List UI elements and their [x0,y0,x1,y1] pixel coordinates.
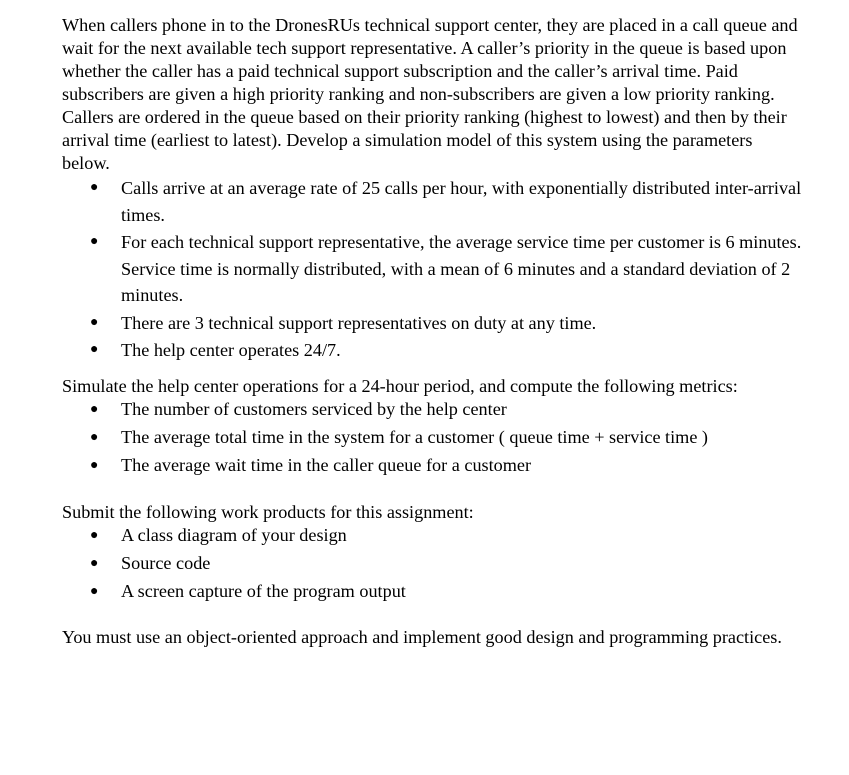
list-item [62,229,802,309]
product-text: A class diagram of your design [121,524,347,545]
bullet-icon: ● [90,180,99,195]
simulate-paragraph: Simulate the help center operations for a 24-hour period, and compute the following metrics: [62,375,738,396]
parameter-text: The help center operates 24/7. [121,340,341,360]
bullet-icon: ● [90,234,99,249]
list-item [62,580,802,603]
metric-text: The average total time in the system for a customer ( queue time + service time ) [121,426,708,447]
list-item [62,454,802,477]
list-item [62,552,802,575]
metric-text: The number of customers serviced by the help center [121,398,507,419]
list-item [62,337,802,364]
metric-text: The average wait time in the caller queue for a customer [121,454,532,475]
parameter-text: There are 3 technical support representatives on duty at any time. [121,312,597,333]
list-item [62,524,802,547]
bullet-icon: ● [90,401,99,417]
parameter-text: Calls arrive at an average rate of 25 calls per hour, with exponentially distributed inter-arrival times. [121,178,802,225]
product-text: Source code [121,552,211,573]
parameters-list [62,175,802,364]
list-item [62,310,802,337]
submit-paragraph: Submit the following work products for this assignment: [62,501,474,522]
assignment-document [62,8,802,650]
bullet-icon: ● [90,342,99,357]
bullet-icon: ● [90,555,99,571]
list-item [62,398,802,421]
bullet-icon: ● [90,527,99,543]
parameter-text: For each technical support representative, the average service time per customer is 6 minutes. Service time is normally distributed, with a mean of 6 minutes and a standard deviation of 2 minutes. [121,232,802,305]
bullet-icon: ● [90,457,99,473]
bullet-icon: ● [90,429,99,445]
bullet-icon: ● [90,583,99,599]
list-item [62,426,802,449]
list-item [62,175,802,228]
products-list [62,524,802,603]
product-text: A screen capture of the program output [121,580,406,601]
intro-paragraph: When callers phone in to the DronesRUs technical support center, they are placed in a call queue and wait for the next available tech support representative. A caller’s priority in the queue is based upon whether the caller has a paid technical support subscription and the caller’s arrival time. Paid subscribers are given a high priority ranking and non-subscribers are given a low priority ranking. Callers are ordered in the queue based on their priority ranking (highest to lowest) and then by their arrival time (earliest to latest). Develop a simulation model of this system using the parameters below. [62,15,798,173]
bullet-icon: ● [90,314,99,330]
closing-paragraph: You must use an object-oriented approach and implement good design and programming practices. [62,626,782,647]
metrics-list [62,398,802,477]
